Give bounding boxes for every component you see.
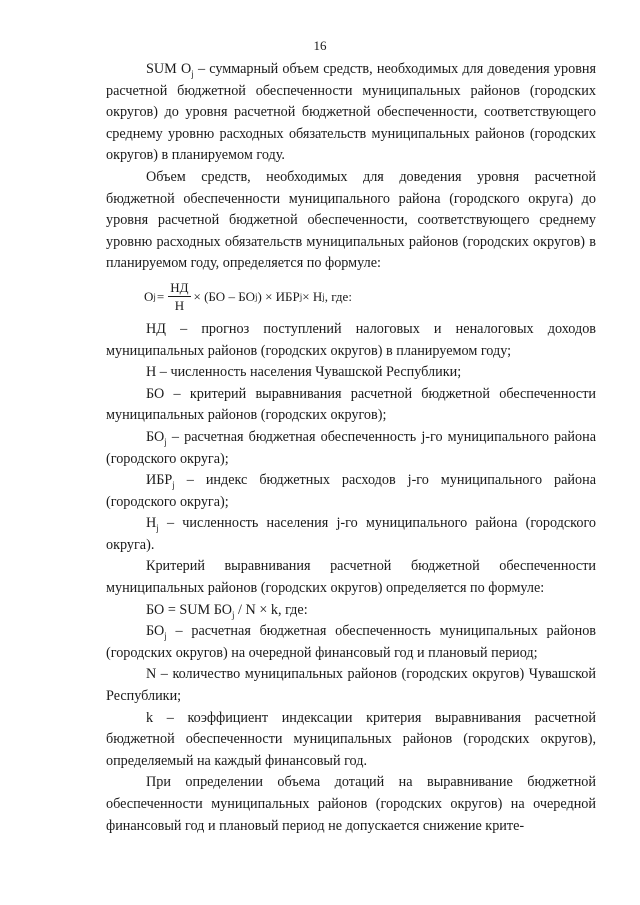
paragraph-text: Критерий выравнивания расчетной бюджетной обеспеченности муниципальных районов (городских округов) определяется по формуле:	[106, 558, 596, 597]
term: N	[146, 666, 157, 683]
definition: – количество муниципальных районов (городских округов) Чувашской Республики;	[106, 666, 596, 705]
paragraph-k	[106, 708, 596, 773]
formula-subscript: j	[231, 609, 235, 620]
term-subscript: j	[164, 436, 167, 447]
formula-part: ) × ИБР	[257, 289, 300, 305]
term: НД	[146, 320, 166, 337]
paragraph-sum-oj	[106, 59, 596, 167]
definition: – прогноз поступлений налоговых и неналоговых доходов муниципальных районов (городских округов) в планируемом году;	[106, 320, 596, 359]
page-number: 16	[313, 38, 327, 53]
term: SUM O	[146, 61, 192, 77]
term: БО	[146, 385, 165, 402]
term: БО	[146, 428, 165, 445]
definition: – численность населения Чувашской Республики;	[156, 364, 462, 381]
formula-tail: , где:	[324, 289, 352, 305]
term: k	[146, 709, 154, 726]
paragraph-volume-intro	[106, 167, 596, 275]
paragraph-boj	[106, 427, 596, 470]
formula-part: × (БО – БО	[193, 289, 255, 305]
definition: – численность населения j-го муниципального района (городского округа).	[106, 515, 596, 553]
definition: – коэффициент индексации критерия выравнивания расчетной бюджетной обеспеченности муниципальных районов (городских округов), определяемый на каждый финансовый год.	[106, 709, 596, 769]
paragraph-n	[106, 362, 596, 384]
term: БО	[146, 623, 165, 640]
paragraph-text: При определении объема дотаций на выравнивание бюджетной обеспеченности муниципальных районов (городских округов) на очередной финансовый год и плановый период не допускается снижение крите-	[106, 774, 596, 834]
definition: – суммарный объем средств, необходимых для доведения уровня расчетной бюджетной обеспеченности муниципальных районов (городских округов) до уровня расчетной бюджетной обеспеченности, соответствующего среднему уровню расходных обязательств муниципальных районов (городских округов) в планируемом году.	[106, 61, 597, 164]
paragraph-count-n	[106, 664, 596, 707]
term-subscript: j	[156, 523, 159, 534]
formula-lhs: БО = SUM БО	[146, 601, 232, 618]
paragraph-subsidy	[106, 772, 596, 837]
term: Н	[146, 364, 157, 381]
formula-oj: O j = $\frac{НД}{Н}$ × (БО – БО j ) × ИБР j × Н j , где:	[144, 280, 352, 314]
term: ИБР	[146, 472, 173, 489]
document-body	[106, 59, 596, 837]
term-subscript: j	[164, 631, 167, 642]
fraction-numerator: НД	[170, 280, 189, 296]
formula-bo	[106, 600, 596, 622]
fraction-denominator: Н	[174, 298, 185, 314]
definition: – расчетная бюджетная обеспеченность муниципальных районов (городских округов) на очередной финансовый год и плановый период;	[106, 623, 596, 661]
term: Н	[146, 515, 157, 532]
formula-fraction	[168, 279, 190, 314]
formula-part: × Н	[302, 289, 323, 305]
definition: – критерий выравнивания расчетной бюджетной обеспеченности муниципальных районов (городских округов);	[106, 385, 596, 424]
formula-rest: / N × k, где:	[234, 601, 308, 618]
paragraph-text: Объем средств, необходимых для доведения уровня расчетной бюджетной обеспеченности муниципального района (городского округа) до уровня расчетной бюджетной обеспеченности, соответствующего среднему уровню расходных обязательств муниципальных районов (городских округов) в планируемом году, определяется по формуле:	[106, 168, 596, 272]
formula-lhs: O	[144, 289, 154, 305]
definition: – расчетная бюджетная обеспеченность j-го муниципального района (городского округа);	[106, 428, 596, 467]
paragraph-criterion-intro	[106, 556, 596, 599]
paragraph-hj	[106, 513, 596, 556]
paragraph-bo	[106, 384, 596, 427]
term-subscript: j	[172, 479, 175, 490]
paragraph-nd	[106, 319, 596, 362]
paragraph-ibrj	[106, 470, 596, 513]
paragraph-boj-period	[106, 621, 596, 664]
definition: – индекс бюджетных расходов j-го муниципального района (городского округа);	[106, 472, 596, 510]
formula-equals: =	[156, 289, 165, 305]
term-subscript: j	[191, 68, 194, 79]
